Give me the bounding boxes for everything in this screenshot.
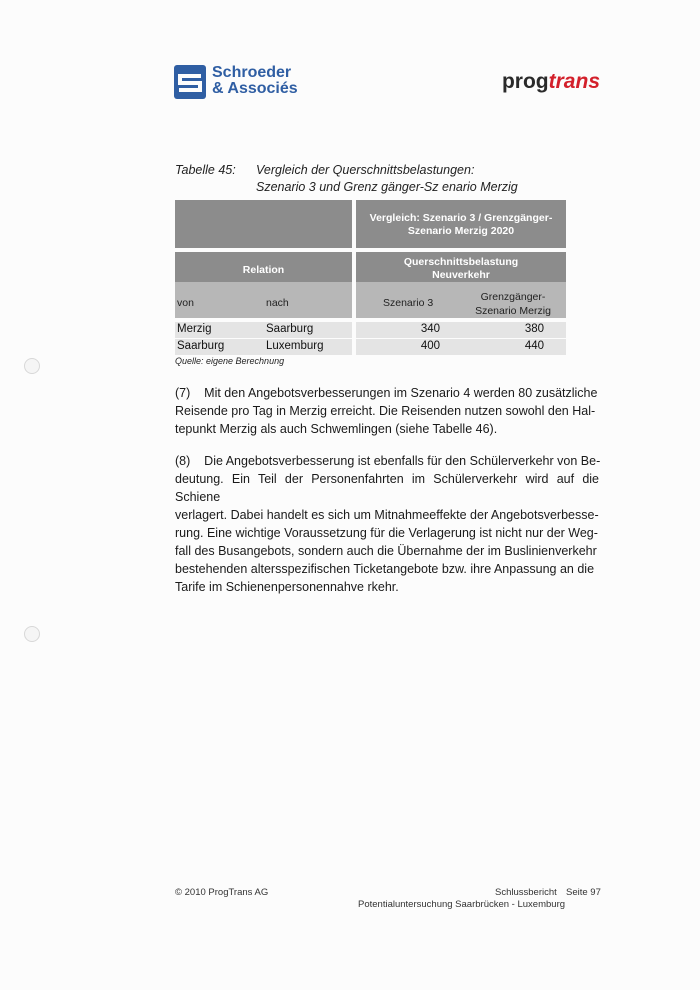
row2-von: Saarburg — [177, 340, 225, 352]
table-header-compare-text: Vergleich: Szenario 3 / Grenzgänger- Szenario Merzig 2020 — [369, 212, 553, 237]
paragraph-7: (7) Mit den Angebotsverbesserungen im Szenario 4 werden 80 zusätzliche Reisende pro Tag in Merzig erreicht. Die Reisenden nutzen sowohl den Hal- tepunkt Merzig als auch Schwemlingen (siehe Tabelle 46). — [175, 386, 598, 436]
progtrans-logo-part1: prog — [501, 70, 549, 93]
progtrans-logo — [502, 70, 600, 94]
col-von: von — [177, 297, 194, 309]
punch-hole-bottom — [24, 626, 40, 642]
row1-nach: Saarburg — [266, 323, 314, 335]
row1-gm: 380 — [524, 323, 544, 335]
logo-line2: & Associés — [212, 80, 298, 97]
footer-subtitle: Potentialuntersuchung Saarbrücken - Luxemburg — [358, 899, 566, 910]
col-grenzgaenger: Grenzgänger- Szenario Merzig — [475, 291, 551, 317]
table-header-relation-text: Relation — [242, 264, 285, 276]
punch-hole-top — [24, 358, 40, 374]
row1-von: Merzig — [177, 323, 212, 335]
row2-gm: 440 — [524, 340, 544, 352]
col-nach: nach — [266, 297, 289, 309]
schroeder-logo — [174, 65, 304, 101]
table-caption-line2: Szenario 3 und Grenz gänger-Sz enario Merzig — [256, 180, 518, 194]
table-caption-label: Tabelle 45: — [175, 163, 236, 177]
footer-report: Schlussbericht — [495, 887, 557, 898]
col-szenario3: Szenario 3 — [383, 297, 434, 309]
row2-s3: 400 — [420, 340, 440, 352]
table-caption-line1: Vergleich der Querschnittsbelastungen: — [256, 163, 475, 177]
row2-nach: Luxemburg — [266, 340, 324, 352]
table-header-blank — [175, 200, 352, 248]
footer-page: Seite 97 — [566, 887, 601, 898]
logo-line1: Schroeder — [212, 64, 292, 81]
schroeder-logo-icon — [174, 65, 206, 99]
row1-s3: 340 — [420, 323, 440, 335]
table-header-load-text: Querschnittsbelastung Neuverkehr — [403, 256, 519, 281]
paragraph-8: (8) Die Angebotsverbesserung ist ebenfalls für den Schülerverkehr von Be- deutung. Ein Teil der Personenfahrten im Schülerverkehr wird auf die Schiene verlagert. Dabei handelt es sich um Mitnahmeeffekte der Angebotsverbesse- rung. Eine wichtige Voraussetzung für die Verlagerung ist nicht nur der Weg- fall des Busangebots, sondern auch die Übernahme der im Buslinienverkehr bestehenden altersspezifischen Ticketangebote bzw. ihre Anpassung an die Tarife im Schienenpersonennahve rkehr. — [175, 454, 601, 594]
footer-copyright: © 2010 ProgTrans AG — [175, 887, 269, 898]
table-subheader-left — [175, 282, 352, 318]
table-source: Quelle: eigene Berechnung — [175, 356, 285, 366]
schroeder-logo-text — [212, 65, 298, 97]
progtrans-logo-part2: trans — [548, 70, 600, 93]
